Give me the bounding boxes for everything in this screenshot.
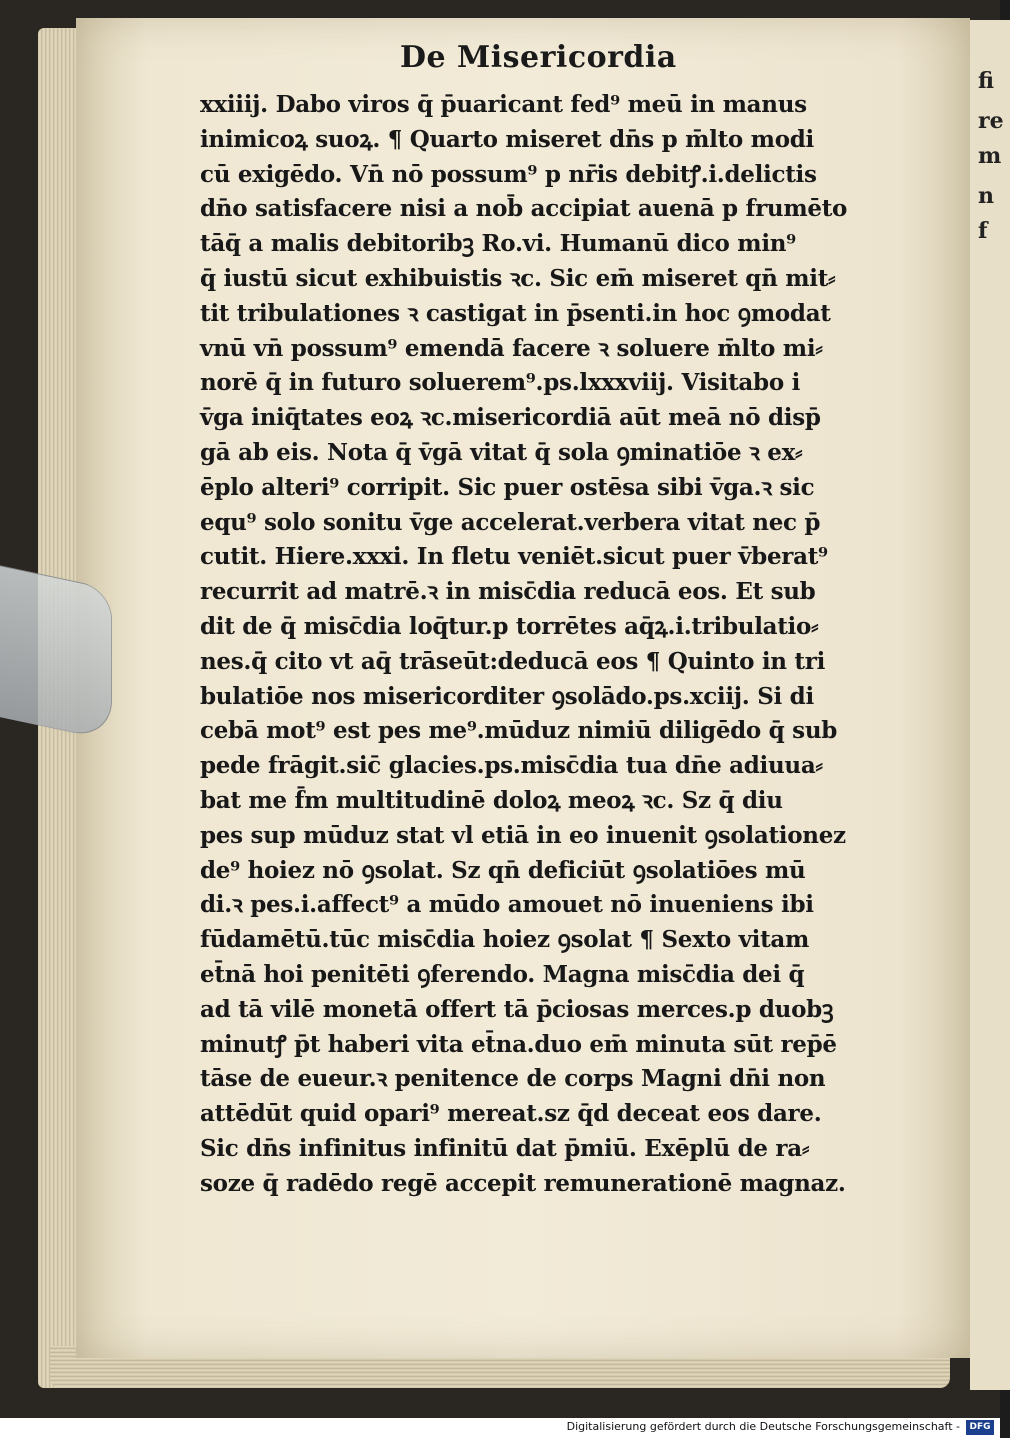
text-line: ēplo alteri⁹ corripit. Sic puer ostēsa sibi v̄ga.ꝛ sic — [200, 473, 815, 501]
text-line: norē q̄ in futuro soluerem⁹.ps.lxxxviij. Visitabo i — [200, 369, 801, 397]
text-line: xxiiij. Dabo viros q̄ p̄uaricant fed⁹ meū in manus — [200, 91, 807, 118]
text-line: cū exigēdo. Vn̄ nō possum⁹ p nr̄is debitꝭ.i.delictis — [200, 160, 817, 188]
dfg-logo: DFG — [966, 1420, 994, 1435]
text-line: cutit. Hiere.xxxi. In fletu veniēt.sicut puer v̄berat⁹ — [200, 543, 828, 571]
text-line: v̄ga iniq̄tates eoꝝ ꝛc.misericordiā aūt meā nō disp̄ — [200, 404, 821, 432]
text-line: equ⁹ solo sonitu v̄ge accelerat.verbera vitat nec p̄ — [200, 508, 821, 536]
text-line: dn̄o satisfacere nisi a nob̄ accipiat auenā p frumēto — [200, 195, 848, 223]
facing-page-fragment: m — [978, 143, 1002, 169]
facing-page-fragment: fi — [978, 68, 994, 94]
text-line: vnū vn̄ possum⁹ emendā facere ꝛ soluere m̄lto mi⸗ — [200, 334, 823, 362]
facing-page-fragment: re — [978, 108, 1004, 134]
text-line: tāq̄ a malis debitoribꝫ Ro.vi. Humanū dico min⁹ — [200, 230, 796, 258]
text-line: inimicoꝝ suoꝝ. ¶ Quarto miseret dn̄s p m̄lto modi — [200, 125, 814, 153]
text-line: Sic dn̄s infinitus infinitū dat p̄miū. Exēplū de ra⸗ — [200, 1134, 810, 1162]
page-clip — [0, 561, 112, 741]
facing-page-fragment: f — [978, 218, 988, 244]
text-line: q̄ iustū sicut exhibuistis ꝛc. Sic em̄ miseret qn̄ mit⸗ — [200, 264, 836, 292]
text-line: tit tribulationes ꝛ castigat in p̄senti.in hoc ꝯmodat — [200, 299, 831, 327]
page-body-text — [200, 88, 880, 1202]
text-line: ad tā vilē monetā offert tā p̄ciosas merces.p duobꝫ — [200, 995, 834, 1023]
text-line: minutꝭ p̄t haberi vita et̄na.duo em̄ minuta sūt rep̄ē — [200, 1030, 837, 1058]
text-line: attēdūt quid opari⁹ mereat.sz q̄d deceat eos dare. — [200, 1100, 822, 1128]
text-line: pes sup mūduz stat vl etiā in eo inuenit ꝯsolationez — [200, 821, 846, 849]
text-line: pede frāgit.sic̄ glacies.ps.misc̄dia tua dn̄e adiuua⸗ — [200, 752, 823, 780]
footer-bar — [0, 1418, 1000, 1438]
text-line: soze q̄ radēdo regē accepit remunerationē magnaz. — [200, 1169, 846, 1197]
text-line: dit de q̄ misc̄dia loq̄tur.p torrētes aq̄ꝝ.i.tribulatio⸗ — [200, 612, 819, 640]
text-line: et̄nā hoi penitēti ꝯferendo. Magna misc̄dia dei q̄ — [200, 960, 805, 988]
text-line: cebā mot⁹ est pes me⁹.mūduz nimiū diligēdo q̄ sub — [200, 717, 838, 745]
text-line: fūdamētū.tūc misc̄dia hoiez ꝯsolat ¶ Sexto vitam — [200, 926, 810, 954]
text-line: bat me f̄m multitudinē doloꝝ meoꝝ ꝛc. Sz q̄ diu — [200, 786, 783, 814]
text-line: nes.q̄ cito vt aq̄ trāseūt:deducā eos ¶ Quinto in tri — [200, 647, 826, 675]
facing-page-fragment: n — [978, 183, 994, 209]
text-line: di.ꝛ pes.i.affect⁹ a mūdo amouet nō inueniens ibi — [200, 891, 814, 919]
text-line: gā ab eis. Nota q̄ v̄gā vitat q̄ sola ꝯminatiōe ꝛ ex⸗ — [200, 438, 803, 466]
text-line: de⁹ hoiez nō ꝯsolat. Sz qn̄ deficiūt ꝯsolatiōes mū — [200, 856, 806, 884]
text-line: bulatiōe nos misericorditer ꝯsolādo.ps.xciij. Si di — [200, 682, 814, 710]
funding-credit: Digitalisierung gefördert durch die Deutsche Forschungsgemeinschaft - — [566, 1420, 960, 1433]
page-header: De Misericordia — [400, 40, 677, 75]
facing-page-edge — [970, 20, 1010, 1390]
text-line: recurrit ad matrē.ꝛ in misc̄dia reducā eos. Et sub — [200, 578, 816, 606]
text-line: tāse de eueur.ꝛ penitence de corps Magni dn̄i non — [200, 1065, 826, 1093]
